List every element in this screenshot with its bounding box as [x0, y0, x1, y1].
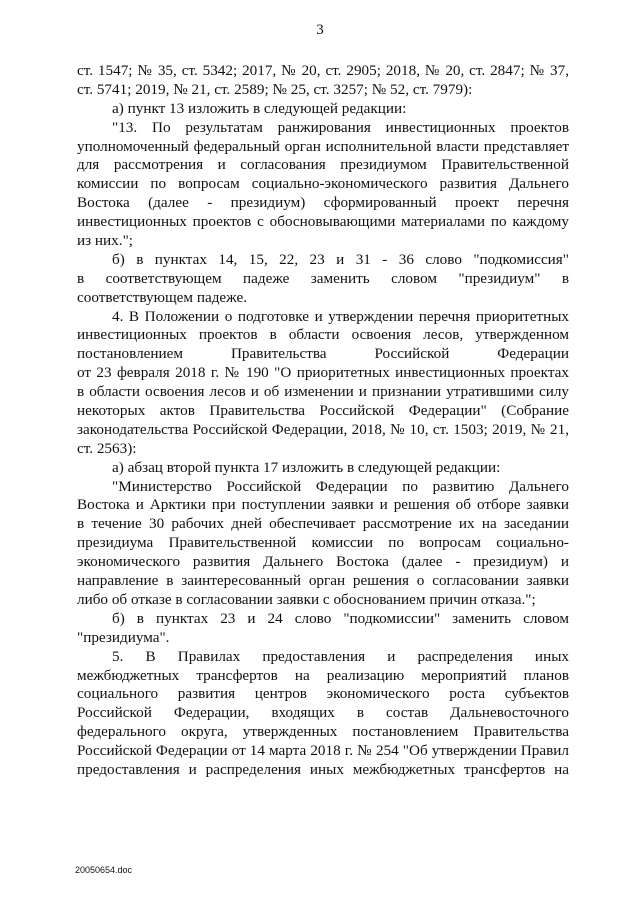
document-body	[77, 62, 569, 780]
text-line: либо об отказе в согласовании заявки с обоснованием причин отказа.";	[77, 590, 536, 608]
page-number: 3	[316, 22, 324, 38]
text-line: федерального округа, утвержденных постановлением Правительства	[77, 723, 569, 741]
text-line: в течение 30 рабочих дней обеспечивает рассмотрение их на заседании	[77, 515, 569, 533]
text-line: экономического развития Дальнего Востока (далее - президиум) и	[77, 553, 569, 571]
text-line: уполномоченный федеральный орган исполнительной власти представляет	[77, 137, 569, 155]
text-line: постановлением Правительства Российской Федерации	[77, 345, 569, 363]
text-line: а) пункт 13 изложить в следующей редакции:	[112, 99, 407, 117]
text-line: Российской Федерации, входящих в состав Дальневосточного	[77, 704, 569, 722]
text-line: Востока и Арктики при поступлении заявки и решения об отборе заявки	[77, 496, 569, 514]
text-line: ст. 1547; № 35, ст. 5342; 2017, № 20, ст. 2905; 2018, № 20, ст. 2847; № 37,	[77, 62, 569, 79]
text-line: Востока (далее - президиум) сформированный проект перечня	[77, 194, 569, 212]
text-line: "13. По результатам ранжирования инвестиционных проектов	[112, 118, 569, 136]
text-line: ст. 2563):	[77, 439, 137, 457]
text-line: инвестиционных проектов с обосновывающими материалами по каждому	[77, 213, 569, 231]
text-line: некоторых актов Правительства Российской Федерации" (Собрание	[77, 402, 569, 420]
text-line: в соответствующем падеже заменить словом "президиум" в	[77, 269, 569, 287]
text-line: социального развития центров экономического роста субъектов	[77, 685, 569, 703]
text-line: "президиума".	[77, 628, 170, 646]
text-line: комиссии по вопросам социально-экономического развития Дальнего	[77, 175, 569, 193]
text-line: инвестиционных проектов в области освоения лесов, утвержденном	[77, 326, 569, 344]
text-line: соответствующем падеже.	[77, 288, 247, 306]
document-id-footer: 20050654.doc	[75, 865, 133, 875]
text-line: 4. В Положении о подготовке и утверждении перечня приоритетных	[112, 307, 569, 325]
text-line: из них.";	[77, 232, 133, 250]
text-line: а) абзац второй пункта 17 изложить в следующей редакции:	[112, 458, 501, 476]
text-line: для рассмотрения и согласования президиумом Правительственной	[77, 156, 569, 174]
text-line: от 23 февраля 2018 г. № 190 "О приоритетных инвестиционных проектах	[77, 364, 569, 382]
text-line: направление в заинтересованный орган решения о согласовании заявки	[77, 572, 569, 590]
text-line: б) в пунктах 23 и 24 слово "подкомиссии" заменить словом	[112, 609, 569, 627]
text-line: "Министерство Российской Федерации по развитию Дальнего	[112, 477, 569, 495]
text-line: предоставления и распределения иных межбюджетных трансфертов на	[77, 760, 569, 778]
text-line: межбюджетных трансфертов на реализацию мероприятий планов	[77, 666, 569, 684]
text-line: Российской Федерации от 14 марта 2018 г. № 254 "Об утверждении Правил	[77, 742, 569, 760]
text-line: ст. 5741; 2019, № 21, ст. 2589; № 25, ст. 3257; № 52, ст. 7979):	[77, 80, 473, 98]
text-line: президиума Правительственной комиссии по вопросам социально-	[77, 534, 569, 552]
text-line: б) в пунктах 14, 15, 22, 23 и 31 - 36 слово "подкомиссия"	[112, 250, 569, 268]
text-line: в области освоения лесов и об изменении и признании утратившими силу	[77, 383, 569, 401]
text-line: законодательства Российской Федерации, 2018, № 10, ст. 1503; 2019, № 21,	[77, 420, 569, 438]
text-line: 5. В Правилах предоставления и распределения иных	[112, 647, 569, 665]
